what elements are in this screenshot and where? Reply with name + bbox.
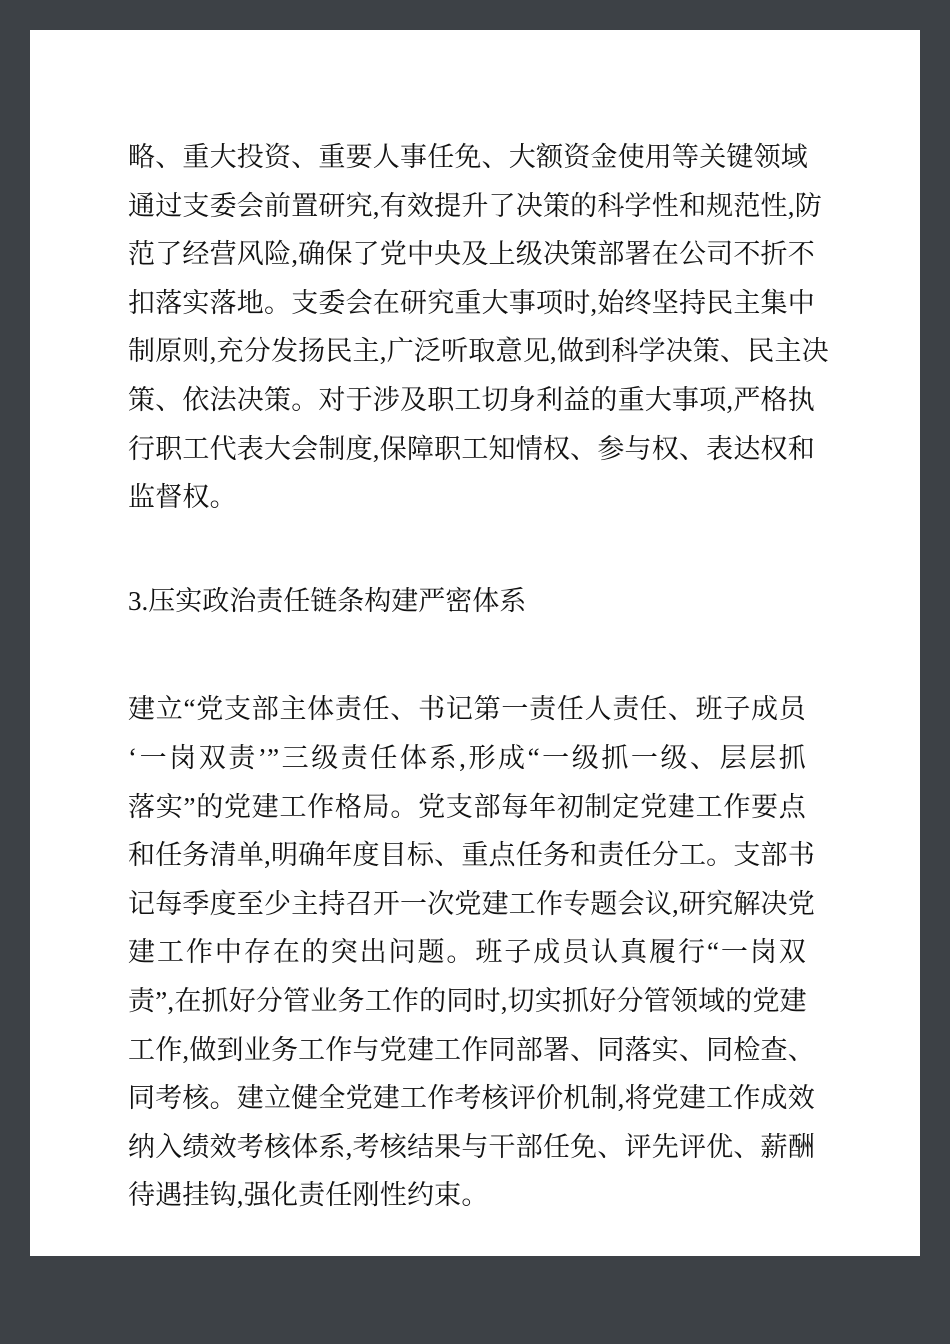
text-line: 建立“党支部主体责任、书记第一责任人责任、班子成员 bbox=[128, 694, 806, 725]
text-line: 和任务清单,明确年度目标、重点任务和责任分工。支部书 bbox=[128, 840, 815, 871]
text-line: 策、依法决策。对于涉及职工切身利益的重大事项,严格执 bbox=[128, 384, 815, 415]
paragraph-decision-mechanism bbox=[128, 133, 829, 522]
text-line: 记每季度至少主持召开一次党建工作专题会议,研究解决党 bbox=[128, 888, 815, 919]
text-line: 制原则,充分发扬民主,广泛听取意见,做到科学决策、民主决 bbox=[128, 336, 829, 367]
text-line: 落实”的党建工作格局。党支部每年初制定党建工作要点 bbox=[128, 791, 806, 822]
page-text-content bbox=[30, 30, 920, 1220]
text-line: 扣落实落地。支委会在研究重大事项时,始终坚持民主集中 bbox=[128, 287, 815, 318]
text-line: 监督权。 bbox=[128, 482, 237, 513]
text-line: 待遇挂钩,强化责任刚性约束。 bbox=[128, 1180, 489, 1211]
text-line: 行职工代表大会制度,保障职工知情权、参与权、表达权和 bbox=[128, 433, 815, 464]
text-line: ‘一岗双责’”三级责任体系,形成“一级抓一级、层层抓 bbox=[128, 742, 806, 773]
text-line: 责”,在抓好分管业务工作的同时,切实抓好分管领域的党建 bbox=[128, 985, 807, 1016]
text-line: 范了经营风险,确保了党中央及上级决策部署在公司不折不 bbox=[128, 239, 815, 270]
text-line: 建工作中存在的突出问题。班子成员认真履行“一岗双 bbox=[128, 937, 806, 968]
document-page bbox=[30, 30, 920, 1256]
text-line: 同考核。建立健全党建工作考核评价机制,将党建工作成效 bbox=[128, 1083, 815, 1114]
text-line: 略、重大投资、重要人事任免、大额资金使用等关键领域 bbox=[128, 142, 808, 172]
paragraph-responsibility-system bbox=[128, 685, 815, 1220]
text-line: 通过支委会前置研究,有效提升了决策的科学性和规范性,防 bbox=[128, 190, 822, 221]
text-line: 纳入绩效考核体系,考核结果与干部任免、评先评优、薪酬 bbox=[128, 1131, 815, 1162]
text-line: 工作,做到业务工作与党建工作同部署、同落实、同检查、 bbox=[128, 1034, 815, 1065]
section-heading: 3.压实政治责任链条构建严密体系 bbox=[128, 585, 527, 616]
